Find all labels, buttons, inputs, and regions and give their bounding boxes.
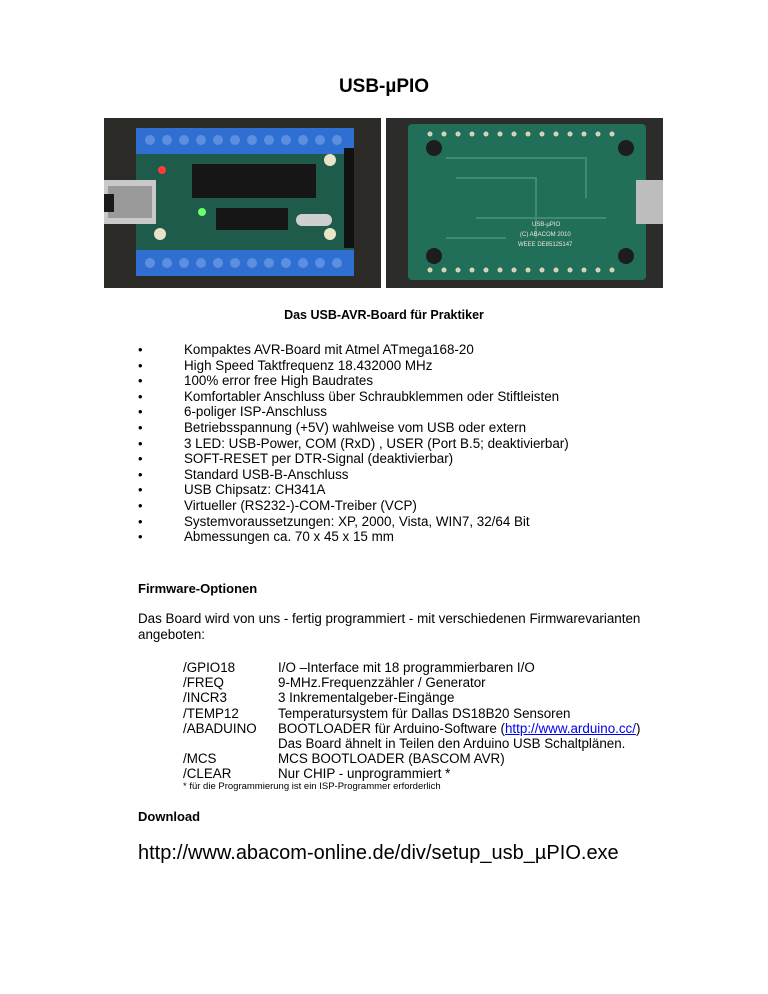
option-key: /FREQ: [183, 675, 224, 691]
option-desc-pre: BOOTLOADER für Arduino-Software (: [278, 720, 505, 736]
feature-item: • 100% error free High Baudrates: [138, 373, 569, 389]
option-row: [183, 675, 640, 690]
option-key: /ABADUINO: [183, 720, 257, 736]
option-row: [183, 690, 640, 705]
silk-label-name: USB-µPIO: [532, 222, 561, 228]
option-desc-post: ): [635, 720, 641, 736]
board-top-photo: [104, 118, 381, 288]
option-desc: [278, 721, 640, 736]
feature-item: • Komfortabler Anschluss über Schraubklemmen oder Stiftleisten: [138, 389, 569, 405]
option-row: [183, 721, 640, 736]
option-desc: Nur CHIP - unprogrammiert *: [278, 766, 451, 782]
feature-item: • Virtueller (RS232-)-COM-Treiber (VCP): [138, 498, 569, 514]
silk-label-weee: WEEE DE85125147: [518, 242, 573, 248]
option-key: /CLEAR: [183, 766, 232, 782]
feature-item: • Abmessungen ca. 70 x 45 x 15 mm: [138, 529, 569, 545]
option-key: /INCR3: [183, 690, 227, 706]
option-key: /MCS: [183, 751, 217, 767]
silk-label-copyright: (C) ABACOM 2010: [520, 232, 571, 238]
option-desc: Das Board ähnelt in Teilen den Arduino USB Schaltplänen.: [278, 736, 626, 752]
download-url[interactable]: http://www.abacom-online.de/div/setup_usb_µPIO.exe: [138, 842, 619, 864]
feature-item: • SOFT-RESET per DTR-Signal (deaktivierbar): [138, 451, 569, 467]
firmware-heading: Firmware-Optionen: [138, 581, 258, 596]
option-row: [183, 706, 640, 721]
feature-item: • Betriebsspannung (+5V) wahlweise vom USB oder extern: [138, 420, 569, 436]
arduino-link[interactable]: http://www.arduino.cc/: [504, 720, 636, 736]
option-row: [183, 751, 640, 766]
option-key: [183, 736, 278, 751]
feature-item: • Standard USB-B-Anschluss: [138, 467, 569, 483]
option-desc: 9-MHz.Frequenzzähler / Generator: [278, 675, 486, 691]
footnote: * für die Programmierung ist ein ISP-Programmer erforderlich: [183, 781, 441, 792]
option-desc: I/O –Interface mit 18 programmierbaren I/O: [278, 660, 535, 675]
option-desc: MCS BOOTLOADER (BASCOM AVR): [278, 751, 505, 767]
feature-item: • Kompaktes AVR-Board mit Atmel ATmega168-20: [138, 342, 569, 358]
feature-item: • USB Chipsatz: CH341A: [138, 482, 569, 498]
firmware-options-table: [183, 660, 640, 782]
option-row: [183, 736, 640, 751]
option-desc: Temperatursystem für Dallas DS18B20 Sensoren: [278, 705, 571, 721]
feature-list: [138, 342, 569, 545]
feature-item: • 3 LED: USB-Power, COM (RxD) , USER (Port B.5; deaktivierbar): [138, 436, 569, 452]
firmware-intro: Das Board wird von uns - fertig programmiert - mit verschiedenen Firmwarevarianten angeboten:: [138, 611, 641, 642]
option-row: [183, 766, 640, 781]
subtitle: Das USB-AVR-Board für Praktiker: [284, 308, 484, 322]
option-row: [183, 660, 640, 675]
option-desc: 3 Inkrementalgeber-Eingänge: [278, 690, 455, 706]
option-key: /GPIO18: [183, 660, 236, 675]
feature-item: • High Speed Taktfrequenz 18.432000 MHz: [138, 358, 569, 374]
feature-item: • 6-poliger ISP-Anschluss: [138, 404, 569, 420]
feature-item: • Systemvoraussetzungen: XP, 2000, Vista, WIN7, 32/64 Bit: [138, 514, 569, 530]
board-bottom-photo: [386, 118, 663, 288]
option-key: /TEMP12: [183, 705, 239, 721]
download-heading: Download: [138, 809, 201, 824]
page-title: USB-µPIO: [338, 76, 430, 97]
